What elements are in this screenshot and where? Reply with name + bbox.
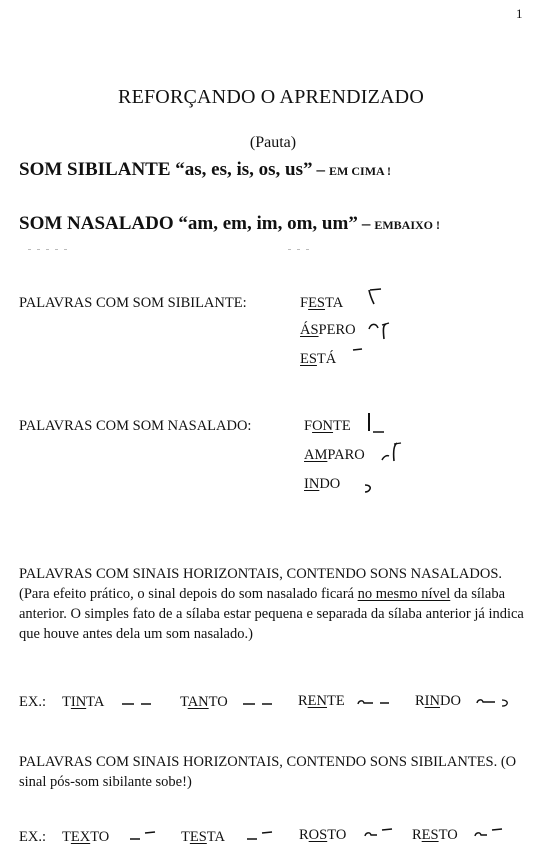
rule-sibilant-main: SOM SIBILANTE “as, es, is, os, us”	[19, 159, 313, 180]
example-label: EX.:	[19, 694, 46, 710]
horizontal-sibilant-paragraph: PALAVRAS COM SINAIS HORIZONTAIS, CONTENDO SONS SIBILANTES. (O sinal pós-som sibilante sobe!)	[19, 754, 517, 790]
sibilant-word: ÁSPERO	[300, 322, 356, 338]
dot-dash-curl-sign	[475, 697, 515, 709]
example-word: TEXTO	[62, 829, 110, 845]
page-title: REFORÇANDO O APRENDIZADO	[118, 86, 424, 108]
example-word: TINTA	[62, 694, 105, 710]
rule-nasal-dash: –	[361, 214, 371, 233]
high-hook-sign	[365, 288, 387, 308]
rising-dash-sign	[128, 830, 158, 842]
horizontal-nasal-paragraph: PALAVRAS COM SINAIS HORIZONTAIS, CONTENDO SONS NASALADOS. (Para efeito prático, o sinal depois do som nasalado ficará no mesmo nível da sílaba anterior. O simples fato de a sílaba estar pequena e separada da sílaba anterior já indica que houve antes dela um som nasalado.)	[19, 566, 524, 642]
rule-sibilant-dash: –	[316, 160, 326, 179]
high-dash-sign	[351, 346, 365, 354]
double-dash-sign	[241, 700, 275, 708]
example-label: EX.:	[19, 829, 46, 845]
sibilant-label: PALAVRAS COM SOM SIBILANTE:	[19, 295, 247, 311]
nasal-word: FONTE	[304, 418, 351, 434]
example-word: TESTA	[181, 829, 225, 845]
scan-speckle	[288, 249, 314, 250]
nasal-word: INDO	[304, 476, 341, 492]
rule-nasal	[19, 213, 440, 235]
sibilant-word: FESTA	[300, 295, 344, 311]
example-word: RESTO	[412, 827, 458, 843]
rising-dash-sign	[245, 830, 275, 842]
rule-nasal-tail: EMBAIXO !	[374, 218, 440, 232]
example-word: ROSTO	[299, 827, 347, 843]
rule-nasal-main: SOM NASALADO “am, em, im, om, um”	[19, 213, 358, 234]
scan-speckle	[28, 249, 73, 250]
sibilant-word: ESTÁ	[300, 351, 337, 367]
arc-hook-sign	[367, 320, 391, 342]
example-word: RENTE	[298, 693, 345, 709]
rule-sibilant-tail: EM CIMA !	[329, 164, 392, 178]
rule-sibilant	[19, 159, 391, 181]
low-curl-sign	[362, 480, 376, 494]
example-word: RINDO	[415, 693, 461, 709]
nasal-word: AMPARO	[304, 447, 365, 463]
low-hook-sign	[380, 441, 404, 465]
low-bar-sign	[365, 411, 387, 435]
dot-dash-sign	[356, 698, 392, 708]
page-subtitle: (Pauta)	[249, 134, 297, 151]
page-number: 1	[516, 6, 523, 21]
double-dash-sign	[120, 700, 154, 708]
dot-rising-dash-sign	[363, 827, 395, 839]
nasal-label: PALAVRAS COM SOM NASALADO:	[19, 418, 252, 434]
example-word: TANTO	[180, 694, 228, 710]
dot-rising-dash-sign	[473, 827, 505, 839]
